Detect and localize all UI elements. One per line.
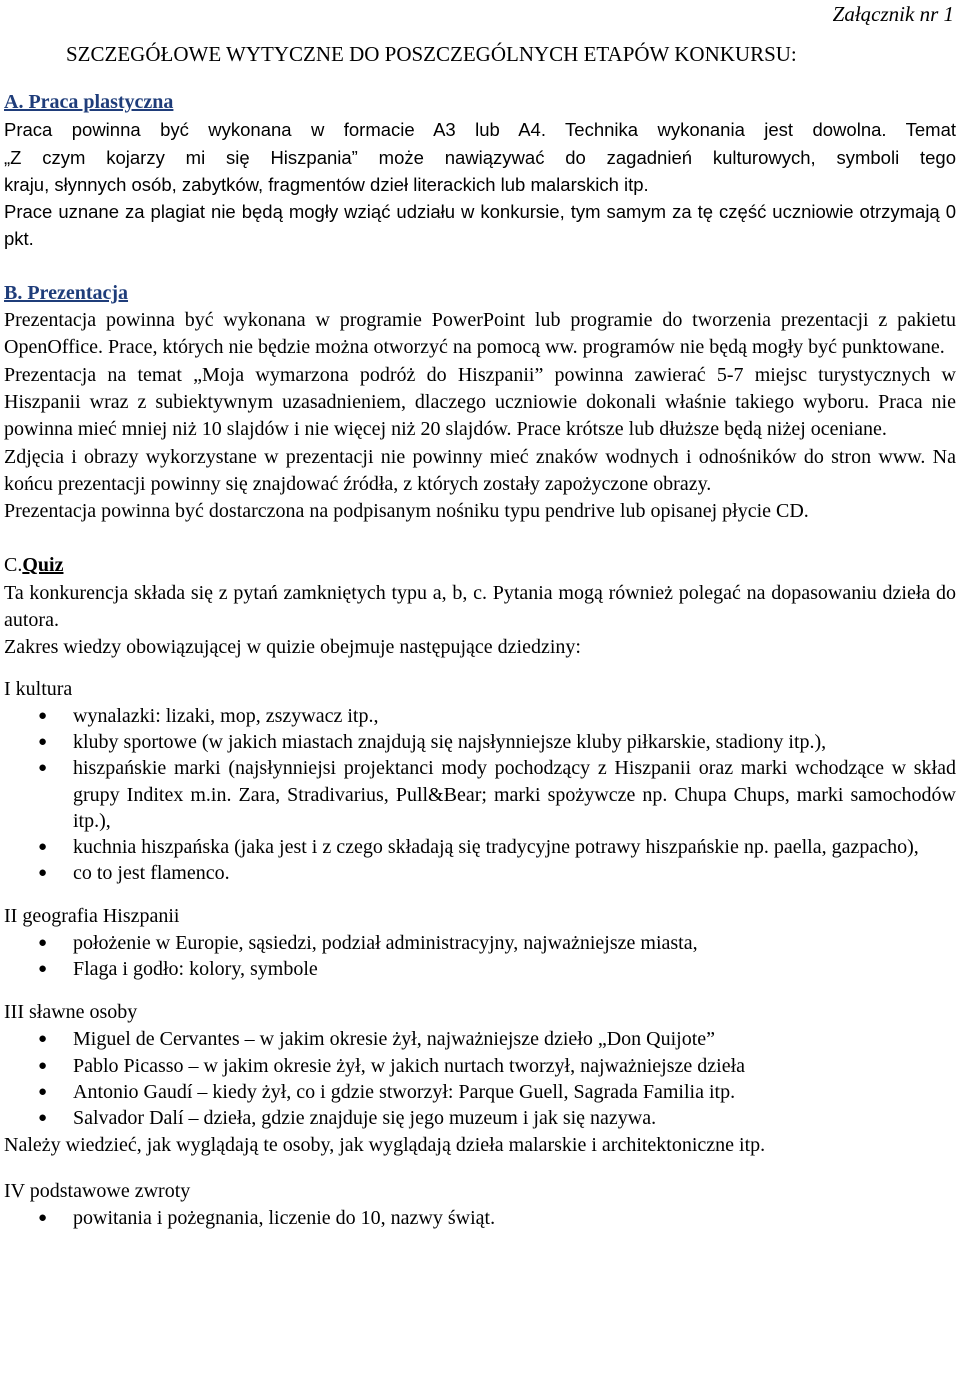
section-b-paragraph-4: Prezentacja powinna być dostarczona na podpisanym nośniku typu pendrive lub opisanej płycie CD.: [4, 500, 809, 523]
section-c-title: Quiz: [22, 554, 64, 577]
section-a-paragraph-1: [4, 116, 956, 198]
bullet-icon: ●: [38, 1057, 48, 1074]
list-item: ● położenie w Europie, sąsiedzi, podział administracyjny, najważniejsze miasta,: [4, 930, 956, 956]
category-osoby-title: III sławne osoby: [4, 1001, 138, 1024]
category-osoby-list: [4, 1026, 956, 1131]
section-c-prefix: C.: [4, 554, 23, 577]
list-item: ● kluby sportowe (w jakich miastach znajdują się najsłynniejsze kluby piłkarskie, stadiony itp.),: [4, 729, 956, 755]
bullet-icon: ●: [38, 1083, 48, 1100]
section-a-paragraph-2: Prace uznane za plagiat nie będą mogły wziąć udziału w konkursie, tym samym za tę część uczniowie otrzymają 0 pkt.: [4, 201, 956, 250]
list-item: ● hiszpańskie marki (najsłynniejsi projektanci mody pochodzący z Hiszpanii oraz marki wchodzące w skład grupy Inditex m.in. Zara, Stradivarius, Pull&Bear; marki spożywcze np. Chupa Chups, marki samochodów itp.),: [38, 757, 956, 832]
section-a-line-1: Praca powinna być wykonana w formacie A3 lub A4. Technika wykonania jest dowolna. Temat: [4, 119, 956, 141]
list-item: ● powitania i pożegnania, liczenie do 10, nazwy świąt.: [4, 1205, 956, 1231]
section-b-paragraph-1: Prezentacja powinna być wykonana w programie PowerPoint lub programie do tworzenia prezentacji z pakietu OpenOffice. Prace, których nie będzie można otworzyć na pomocą ww. programów nie będą mogły być punktowane.: [4, 309, 956, 359]
section-c: [4, 552, 956, 661]
page-title: SZCZEGÓŁOWE WYTYCZNE DO POSZCZEGÓLNYCH ETAPÓW KONKURSU:: [66, 42, 797, 66]
list-item: ● Miguel de Cervantes – w jakim okresie żył, najważniejsze dzieło „Don Quijote”: [4, 1026, 956, 1052]
list-item: ● Antonio Gaudí – kiedy żył, co i gdzie stworzył: Parque Guell, Sagrada Familia itp.: [4, 1079, 956, 1105]
category-geografia-title: II geografia Hiszpanii: [4, 904, 180, 927]
bullet-icon: ●: [38, 839, 48, 856]
section-a-line-2: „Z czym kojarzy mi się Hiszpania” może nawiązywać do zagadnień kulturowych, symboli tego: [4, 146, 956, 168]
section-a-line-3: kraju, słynnych osób, zabytków, fragmentów dzieł literackich lub malarskich itp.: [4, 173, 649, 195]
list-item: ● Flaga i godło: kolory, symbole: [4, 956, 956, 982]
category-osoby-note: Należy wiedzieć, jak wyglądają te osoby, jak wyglądają dzieła malarskie i architektoniczne itp.: [4, 1133, 766, 1156]
document-page: [4, 0, 956, 1231]
bullet-icon: ●: [38, 707, 48, 724]
bullet-icon: ●: [38, 865, 48, 882]
annex-label: Załącznik nr 1: [832, 2, 954, 26]
list-item: ● wynalazki: lizaki, mop, zszywacz itp.,: [4, 703, 956, 729]
section-b-heading: B. Prezentacja: [4, 281, 129, 304]
category-zwroty-title: IV podstawowe zwroty: [4, 1179, 191, 1202]
category-zwroty-list: [4, 1205, 956, 1231]
category-kultura-title: I kultura: [4, 677, 73, 700]
section-b-paragraph-3: Zdjęcia i obrazy wykorzystane w prezentacji nie powinny mieć znaków wodnych i odnośników do stron www. Na końcu prezentacji powinny się znajdować źródła, z których zostały zapożyczone obrazy.: [4, 445, 956, 495]
bullet-icon: ●: [38, 760, 48, 777]
list-item: ● co to jest flamenco.: [4, 860, 956, 886]
section-a-heading: A. Praca plastyczna: [4, 91, 174, 113]
bullet-icon: ●: [38, 1209, 48, 1226]
list-item: ● Salvador Dalí – dzieła, gdzie znajduje się jego muzeum i jak się nazywa.: [4, 1105, 956, 1131]
category-geografia-list: [4, 930, 956, 983]
list-item: ● kuchnia hiszpańska (jaka jest i z czego składają się tradycyjne potrawy hiszpańskie np. paella, gazpacho),: [4, 834, 956, 860]
bullet-icon: ●: [38, 961, 48, 978]
section-c-paragraph-1: Ta konkurencja składa się z pytań zamkniętych typu a, b, c. Pytania mogą również polegać na dopasowaniu dzieła do autora.: [4, 581, 956, 632]
bullet-icon: ●: [38, 733, 48, 750]
bullet-icon: ●: [38, 1031, 48, 1048]
section-a: [4, 89, 956, 253]
section-c-heading: [4, 552, 956, 579]
bullet-icon: ●: [38, 1110, 48, 1127]
section-c-paragraph-2: Zakres wiedzy obowiązującej w quizie obejmuje następujące dziedziny:: [4, 636, 581, 659]
category-kultura-list: [4, 703, 956, 887]
section-b-paragraph-2: Prezentacja na temat „Moja wymarzona podróż do Hiszpanii” powinna zawierać 5-7 miejsc turystycznych w Hiszpanii wraz z subiektywnym uzasadnieniem, dlaczego uczniowie dokonali właśnie takiego wyboru. Praca nie powinna mieć mniej niż 10 slajdów i nie więcej niż 20 slajdów. Prace krótsze lub dłuższe będą niżej oceniane.: [4, 363, 956, 441]
bullet-icon: ●: [38, 934, 48, 951]
list-item: ● Pablo Picasso – w jakim okresie żył, w jakich nurtach tworzył, najważniejsze dzieła: [4, 1053, 956, 1079]
section-b: [4, 280, 956, 526]
